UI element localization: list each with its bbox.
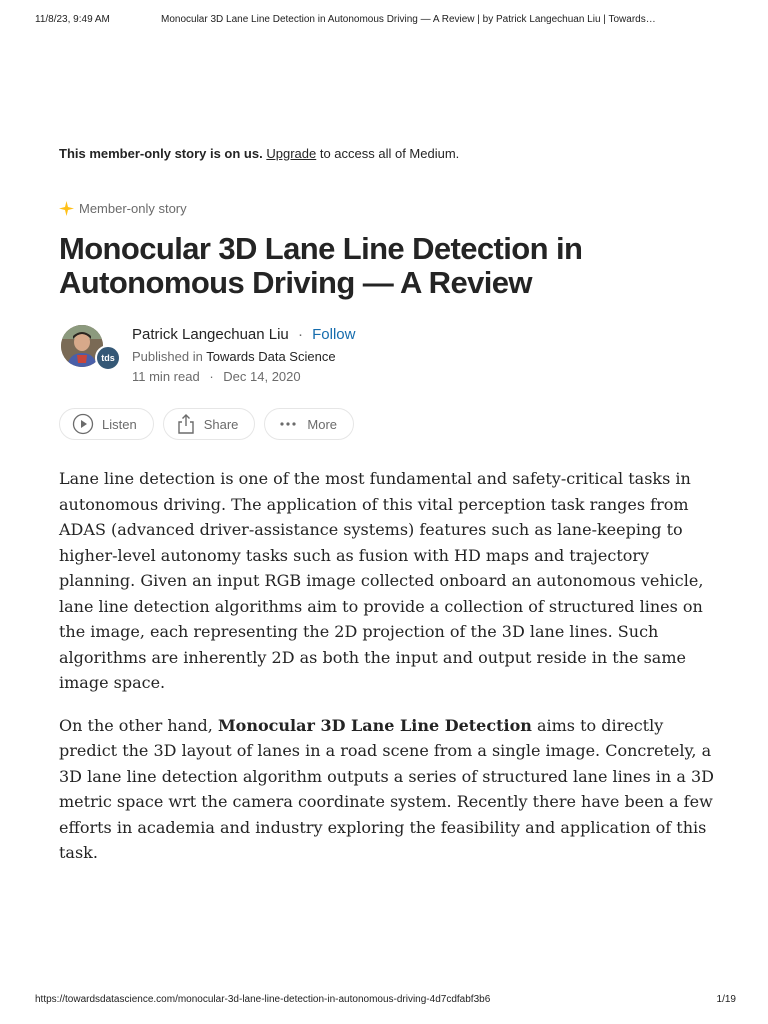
share-button[interactable]	[163, 408, 256, 440]
author-name[interactable]: Patrick Langechuan Liu	[132, 326, 289, 343]
banner-rest-text: to access all of Medium.	[316, 146, 460, 161]
publication-name[interactable]: Towards Data Science	[206, 349, 336, 364]
body-paragraph	[59, 713, 719, 866]
follow-button[interactable]: Follow	[312, 326, 356, 343]
article-body	[59, 466, 719, 883]
print-url: https://towardsdatascience.com/monocular-3d-lane-line-detection-in-autonomous-driving-4d7cdfabf3b6	[35, 994, 491, 1005]
print-date: 11/8/23, 9:49 AM	[35, 14, 110, 25]
publish-date: Dec 14, 2020	[223, 369, 301, 384]
share-label: Share	[203, 416, 239, 432]
listen-label: Listen	[102, 416, 137, 432]
paragraph-text: aims to directly predict the 3D layout of lanes in a road scene from a single image. Concretely, a 3D lane line detection algorithm outputs a series of structured lane lines in a 3D metric space wrt the camera coordinate system. Recently there have been a few efforts in academia and industry exploring the feasibility and application of this task.	[59, 715, 714, 862]
play-circle-icon	[72, 413, 94, 435]
read-time: 11 min read	[132, 369, 200, 384]
sparkle-star-icon	[59, 201, 74, 216]
upgrade-link[interactable]: Upgrade	[266, 146, 317, 161]
listen-button[interactable]	[59, 408, 154, 440]
body-paragraph: Lane line detection is one of the most fundamental and safety-critical tasks in autonomous driving. The application of this vital perception task ranges from ADAS (advanced driver-assistance systems) features such as lane-keeping to higher-level autonomy tasks such as fusion with HD maps and trajectory planning. Given an input RGB image collected onboard an autonomous vehicle, lane line detection algorithms aim to provide a collection of structured lines on the image, each representing the 2D projection of the 3D lane lines. Such algorithms are inherently 2D as both the input and output reside in the same image space.	[59, 469, 704, 692]
paragraph-text: On the other hand,	[59, 715, 218, 735]
bold-term: Monocular 3D Lane Line Detection	[217, 715, 532, 735]
print-page-number: 1/19	[716, 994, 736, 1005]
more-button[interactable]	[264, 408, 354, 440]
more-label: More	[307, 416, 338, 432]
separator-dot: ·	[297, 326, 303, 343]
publication-badge[interactable]: tds	[95, 345, 121, 371]
print-page-title: Monocular 3D Lane Line Detection in Autonomous Driving — A Review | by Patrick Langechuan Liu | Towards…	[161, 14, 656, 25]
action-bar	[59, 408, 354, 440]
article-meta	[132, 369, 301, 384]
member-only-badge	[59, 201, 187, 216]
publication-line	[132, 349, 336, 364]
author-line	[132, 326, 355, 343]
member-only-label: Member-only story	[79, 201, 187, 216]
more-dots-icon	[277, 413, 299, 435]
separator-dot: ·	[209, 369, 214, 384]
published-in-label: Published in	[132, 349, 203, 364]
banner-bold-text: This member-only story is on us.	[59, 146, 263, 161]
member-banner	[59, 146, 459, 161]
article-title: Monocular 3D Lane Line Detection in Autonomous Driving — A Review	[59, 231, 583, 300]
author-block	[59, 324, 619, 384]
share-icon	[176, 413, 196, 435]
